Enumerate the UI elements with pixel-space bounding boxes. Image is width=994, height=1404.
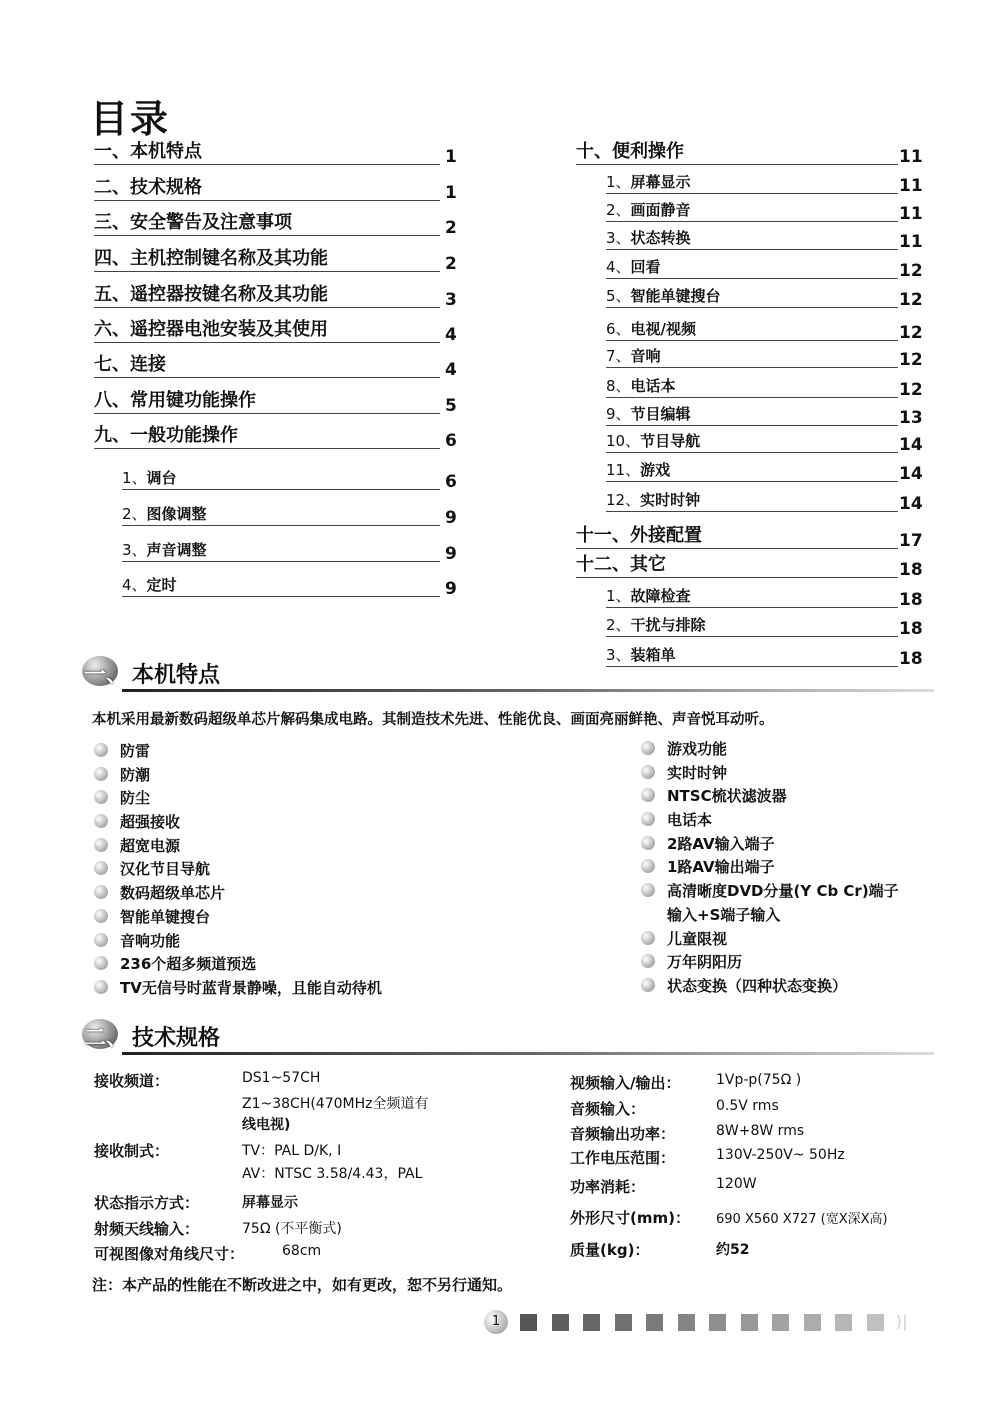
spec-val-power: 120W (716, 1176, 757, 1192)
page-square (646, 1314, 663, 1331)
toc-entry-label (606, 459, 670, 480)
bullet-icon (641, 812, 655, 826)
toc-entry-number: 7、 (606, 347, 631, 365)
toc-entry-number: 5、 (606, 287, 631, 305)
feature-item (641, 762, 899, 786)
spec-label-voltage: 工作电压范围： (570, 1149, 676, 1167)
toc-entry-label (606, 403, 691, 424)
toc-entry (94, 421, 464, 449)
toc-entry-page: 11 (899, 232, 923, 252)
footnote: 注：本产品的性能在不断改进之中，如有更改，恕不另行通知。 (92, 1276, 513, 1294)
toc-entry-number: 3、 (122, 541, 147, 559)
toc-leader-line (606, 367, 898, 368)
toc-entry (94, 280, 464, 308)
intro-text: 本机采用最新数码超级单芯片解码集成电路。其制造技术先进、性能优良、画面亮丽鲜艳、声音悦耳动听。 (92, 712, 774, 728)
feature-item (94, 858, 382, 882)
toc-entry-label (576, 521, 702, 547)
feature-item (94, 906, 382, 930)
toc-entry-text: 装箱单 (630, 646, 676, 664)
bullet-icon (641, 883, 655, 897)
toc-entry (606, 484, 924, 512)
toc-entry-page: 11 (899, 204, 923, 224)
spec-val-audio-out: 8W+8W rms (716, 1123, 805, 1139)
feature-item (94, 882, 382, 906)
toc-entry (94, 386, 464, 414)
features-right (641, 738, 899, 999)
toc-entry-number: 9、 (606, 405, 631, 423)
toc-entry-label (606, 285, 721, 306)
bullet-icon (94, 980, 108, 994)
feature-text: 数码超级单芯片 (120, 884, 226, 903)
toc-entry-text: 十一、外接配置 (576, 525, 702, 546)
toc-entry-page: 4 (445, 360, 457, 380)
toc-entry (606, 580, 924, 608)
toc-entry-page: 18 (899, 560, 923, 580)
toc-entry-label (606, 430, 700, 451)
spec-val-voltage: 130V-250V~ 50Hz (716, 1147, 845, 1163)
toc-entry-page: 2 (445, 218, 457, 238)
bullet-icon (641, 978, 655, 992)
toc-entry-page: 14 (899, 494, 923, 514)
toc-entry-label (606, 375, 676, 396)
toc-leader-line (94, 342, 440, 343)
toc-entry-label (94, 421, 238, 447)
spec-label-rf: 射频天线输入： (94, 1220, 200, 1238)
bullet-icon (94, 743, 108, 757)
feature-item (641, 809, 899, 833)
toc-entry-text: 五、遥控器按键名称及其功能 (94, 284, 328, 305)
spec-val-weight: 约52 (716, 1242, 750, 1258)
toc-entry-page: 14 (899, 435, 923, 455)
toc-entry-label (94, 315, 328, 341)
spec-label-diag: 可视图像对角线尺寸： (94, 1245, 245, 1263)
page-square (804, 1314, 821, 1331)
toc-entry-page: 2 (445, 254, 457, 274)
toc-entry-text: 实时时钟 (640, 491, 701, 509)
toc-entry (122, 462, 464, 490)
feature-text: 智能单键搜台 (120, 907, 211, 926)
toc-entry-page: 14 (899, 464, 923, 484)
feature-text: 汉化节目导航 (120, 860, 211, 879)
toc-entry-text: 电视/视频 (630, 320, 697, 338)
toc-entry-page: 11 (899, 176, 923, 196)
toc-leader-line (606, 481, 898, 482)
feature-text: 236个超多频道预选 (120, 955, 257, 974)
section-header-features (82, 652, 934, 692)
toc-entry-page: 17 (899, 531, 923, 551)
feature-text: 防潮 (120, 765, 151, 784)
bullet-icon (641, 765, 655, 779)
toc-entry-number: 1、 (122, 469, 147, 487)
toc-entry (576, 550, 924, 578)
toc-entry (606, 313, 924, 341)
page-square (678, 1314, 695, 1331)
toc-entry-text: 九、一般功能操作 (94, 425, 238, 446)
toc-entry-page: 1 (445, 183, 457, 203)
feature-text: 高清晰度DVD分量(Y Cb Cr)端子 (667, 882, 899, 901)
toc-entry-page: 18 (899, 649, 923, 669)
toc-entry-page: 9 (445, 579, 457, 599)
toc-entry-number: 3、 (606, 646, 631, 664)
spec-val-recv-band-2: Z1~38CH(470MHz全频道有 (242, 1096, 429, 1112)
feature-text: 1路AV输出端子 (667, 858, 775, 877)
toc-entry (94, 137, 464, 165)
bullet-icon (641, 836, 655, 850)
feature-item (94, 764, 382, 788)
toc-entry-text: 四、主机控制键名称及其功能 (94, 248, 328, 269)
bullet-icon (641, 741, 655, 755)
toc-entry (94, 173, 464, 201)
toc-entry-label (606, 345, 661, 366)
toc-entry (122, 569, 464, 597)
toc-entry-label (606, 585, 691, 606)
spec-val-video-io: 1Vp-p(75Ω ) (716, 1072, 802, 1088)
toc-entry (606, 398, 924, 426)
toc-entry-number: 11、 (606, 461, 641, 479)
page-square (552, 1314, 569, 1331)
spec-label-recv-band: 接收频道： (94, 1072, 170, 1090)
feature-text: 音响功能 (120, 931, 181, 950)
toc-leader-line (94, 413, 440, 414)
toc-entry-page: 4 (445, 325, 457, 345)
toc-entry-text: 节目编辑 (630, 405, 691, 423)
page-square (520, 1314, 537, 1331)
page-square (709, 1314, 726, 1331)
toc-entry-label (606, 614, 706, 635)
toc-entry (94, 315, 464, 343)
toc-entry-page: 11 (899, 147, 923, 167)
feature-item (641, 928, 899, 952)
toc-entry-page: 6 (445, 431, 457, 451)
toc-entry-text: 画面静音 (630, 201, 691, 219)
feature-text: 电话本 (667, 811, 713, 830)
toc-entry-number: 4、 (606, 258, 631, 276)
toc-entry-number: 2、 (122, 505, 147, 523)
page-number-badge: 1 (484, 1310, 508, 1334)
feature-item (641, 738, 899, 762)
spec-val-recv-sys-2: AV：NTSC 3.58/4.43，PAL (242, 1166, 423, 1182)
toc-entry-text: 三、安全警告及注意事项 (94, 212, 292, 233)
section-number: 一、 (84, 663, 129, 688)
toc-entry-text: 定时 (146, 576, 177, 594)
toc-entry-text: 声音调整 (146, 541, 207, 559)
bullet-icon (641, 859, 655, 873)
spec-val-audio-in: 0.5V rms (716, 1098, 779, 1114)
section-rule (122, 1052, 934, 1055)
spec-label-status: 状态指示方式： (94, 1194, 200, 1212)
spec-val-diag: 68cm (282, 1243, 322, 1259)
toc-entry-page: 12 (899, 261, 923, 281)
toc-entry (606, 280, 924, 308)
toc-entry (94, 350, 464, 378)
toc-entry-label (606, 318, 696, 339)
toc-leader-line (606, 452, 898, 453)
toc-entry-text: 故障检查 (630, 587, 691, 605)
spec-val-rf: 75Ω (不平衡式) (242, 1221, 342, 1237)
toc-entry-label (122, 503, 207, 524)
toc-entry-label (576, 550, 666, 576)
toc-entry (576, 137, 924, 165)
spec-val-recv-band-3: 线电视) (242, 1117, 291, 1133)
toc-entry-page: 12 (899, 323, 923, 343)
spec-label-video-io: 视频输入/输出： (570, 1074, 681, 1092)
toc-leader-line (606, 249, 898, 250)
page-title: 目录 (90, 97, 171, 141)
bullet-icon (94, 956, 108, 970)
toc-entry (94, 208, 464, 236)
spec-val-status: 屏幕显示 (242, 1195, 298, 1211)
bullet-icon (94, 885, 108, 899)
toc-entry-label (94, 386, 256, 412)
bullet-icon (641, 954, 655, 968)
toc-entry-label (606, 199, 691, 220)
toc-entry (122, 498, 464, 526)
toc-entry (606, 454, 924, 482)
bullet-icon (94, 790, 108, 804)
spec-val-size: 690 X560 X727 (宽X深X高) (716, 1212, 888, 1227)
toc-entry-text: 图像调整 (146, 505, 207, 523)
toc-entry-label (94, 350, 166, 376)
toc-leader-line (94, 164, 440, 165)
feature-text: 超宽电源 (120, 836, 181, 855)
page-square (772, 1314, 789, 1331)
toc-entry-label (94, 173, 202, 199)
bullet-icon (94, 909, 108, 923)
toc-leader-line (94, 448, 440, 449)
toc-entry (606, 425, 924, 453)
toc-entry-label (122, 574, 177, 595)
toc-leader-line (606, 307, 898, 308)
spec-label-recv-sys: 接收制式： (94, 1142, 170, 1160)
feature-item (641, 951, 899, 975)
feature-item (641, 785, 899, 809)
toc-entry-label (606, 227, 691, 248)
toc-entry-page: 1 (445, 147, 457, 167)
feature-item (94, 835, 382, 859)
toc-entry-label (94, 137, 202, 163)
bullet-icon (641, 931, 655, 945)
toc-entry-text: 六、遥控器电池安装及其使用 (94, 319, 328, 340)
toc-entry-page: 9 (445, 508, 457, 528)
bullet-icon (94, 933, 108, 947)
page-square (583, 1314, 600, 1331)
toc-entry-text: 十二、其它 (576, 554, 666, 575)
toc-entry-page: 5 (445, 396, 457, 416)
toc-entry (606, 222, 924, 250)
feature-text: 2路AV输入端子 (667, 834, 775, 853)
toc-leader-line (122, 525, 440, 526)
spec-val-recv-band-1: DS1~57CH (242, 1070, 321, 1086)
toc-leader-line (576, 577, 898, 578)
feature-text: 万年阴阳历 (667, 953, 743, 972)
feature-item (94, 787, 382, 811)
feature-text: 状态变换（四种状态变换） (667, 976, 848, 995)
feature-text: 超强接收 (120, 813, 181, 832)
page-end-icon: ⟩| (896, 1312, 908, 1331)
toc-entry-text: 游戏 (640, 461, 671, 479)
spec-label-audio-out: 音频输出功率： (570, 1125, 676, 1143)
toc-entry-label (606, 256, 661, 277)
toc-entry-number: 3、 (606, 229, 631, 247)
feature-text: 防尘 (120, 789, 151, 808)
toc-entry-text: 节目导航 (640, 432, 701, 450)
toc-leader-line (94, 377, 440, 378)
spec-label-audio-in: 音频输入： (570, 1100, 646, 1118)
toc-entry-text: 七、连接 (94, 354, 166, 375)
feature-item (94, 930, 382, 954)
toc-entry-number: 1、 (606, 587, 631, 605)
section-rule (122, 689, 934, 692)
toc-entry (606, 370, 924, 398)
toc-leader-line (606, 511, 898, 512)
toc-entry-text: 智能单键搜台 (630, 287, 721, 305)
feature-text: 实时时钟 (667, 763, 728, 782)
toc-entry (606, 609, 924, 637)
bullet-icon (641, 788, 655, 802)
toc-entry-text: 状态转换 (630, 229, 691, 247)
bullet-icon (94, 838, 108, 852)
bullet-icon (94, 767, 108, 781)
page-square (615, 1314, 632, 1331)
toc-leader-line (122, 489, 440, 490)
feature-item (94, 740, 382, 764)
toc-leader-line (122, 561, 440, 562)
toc-entry-number: 2、 (606, 616, 631, 634)
toc-entry (606, 166, 924, 194)
bullet-icon (94, 814, 108, 828)
toc-entry-label (606, 171, 691, 192)
features-left (94, 740, 382, 1001)
spec-label-power: 功率消耗： (570, 1178, 646, 1196)
toc-entry-number: 12、 (606, 491, 641, 509)
toc-entry-page: 12 (899, 290, 923, 310)
toc-entry-label (94, 208, 292, 234)
toc-entry-text: 音响 (630, 347, 661, 365)
toc-entry-page: 9 (445, 544, 457, 564)
feature-text: 游戏功能 (667, 740, 728, 758)
toc-entry (606, 194, 924, 222)
toc-entry-page: 18 (899, 619, 923, 639)
toc-entry-label (122, 467, 177, 488)
toc-entry-label (94, 244, 328, 270)
toc-entry-number: 1、 (606, 173, 631, 191)
toc-leader-line (122, 596, 440, 597)
toc-entry-text: 二、技术规格 (94, 177, 202, 198)
section-header-specs (82, 1015, 934, 1055)
toc-entry (606, 251, 924, 279)
feature-text: 输入+S端子输入 (667, 905, 781, 924)
feature-item (94, 811, 382, 835)
feature-text: TV无信号时蓝背景静噪，且能自动待机 (120, 978, 382, 997)
toc-entry (94, 244, 464, 272)
section-title: 技术规格 (132, 1026, 221, 1051)
feature-text: NTSC梳状滤波器 (667, 787, 787, 806)
toc-leader-line (576, 548, 898, 549)
toc-entry-page: 18 (899, 590, 923, 610)
toc-leader-line (606, 607, 898, 608)
toc-entry-page: 13 (899, 408, 923, 428)
page-square (835, 1314, 852, 1331)
page-indicator (484, 1310, 924, 1334)
feature-item (94, 953, 382, 977)
toc-entry-label (606, 489, 700, 510)
toc-entry-text: 回看 (630, 258, 661, 276)
feature-item (641, 904, 899, 928)
toc-entry-label (122, 539, 207, 560)
feature-item (641, 856, 899, 880)
feature-item (641, 833, 899, 857)
toc-leader-line (576, 164, 898, 165)
page-square (741, 1314, 758, 1331)
toc-entry-text: 屏幕显示 (630, 173, 691, 191)
toc-entry-text: 十、便利操作 (576, 141, 684, 162)
toc-leader-line (606, 278, 898, 279)
feature-item (641, 880, 899, 904)
toc-entry-label (94, 280, 328, 306)
feature-text: 儿童限视 (667, 929, 728, 948)
spec-label-size: 外形尺寸(mm)： (570, 1209, 690, 1227)
feature-item (94, 977, 382, 1001)
toc-entry-page: 12 (899, 380, 923, 400)
spec-label-weight: 质量(kg)： (570, 1241, 650, 1259)
toc-leader-line (94, 200, 440, 201)
toc-entry-number: 8、 (606, 377, 631, 395)
toc-entry-number: 4、 (122, 576, 147, 594)
toc-entry (606, 340, 924, 368)
spec-val-recv-sys-1: TV：PAL D/K, I (242, 1143, 342, 1159)
page-square (867, 1314, 884, 1331)
toc-entry-number: 6、 (606, 320, 631, 338)
section-number: 二、 (84, 1026, 129, 1051)
toc-entry (122, 534, 464, 562)
toc-entry-page: 3 (445, 290, 457, 310)
toc-entry (576, 521, 924, 549)
toc-entry-text: 一、本机特点 (94, 141, 202, 162)
feature-item (641, 975, 899, 999)
toc-entry-text: 调台 (146, 469, 177, 487)
toc-entry-text: 干扰与排除 (630, 616, 706, 634)
toc-entry-page: 12 (899, 350, 923, 370)
toc-entry-label (576, 137, 684, 163)
toc-entry-number: 10、 (606, 432, 641, 450)
bullet-icon (94, 861, 108, 875)
toc-leader-line (94, 307, 440, 308)
toc-leader-line (94, 235, 440, 236)
toc-entry-text: 八、常用键功能操作 (94, 390, 256, 411)
toc-leader-line (94, 271, 440, 272)
toc-leader-line (606, 636, 898, 637)
toc-entry-number: 2、 (606, 201, 631, 219)
section-title: 本机特点 (132, 663, 221, 688)
feature-text: 防雷 (120, 742, 151, 760)
toc-entry-page: 6 (445, 472, 457, 492)
toc-entry-text: 电话本 (630, 377, 676, 395)
